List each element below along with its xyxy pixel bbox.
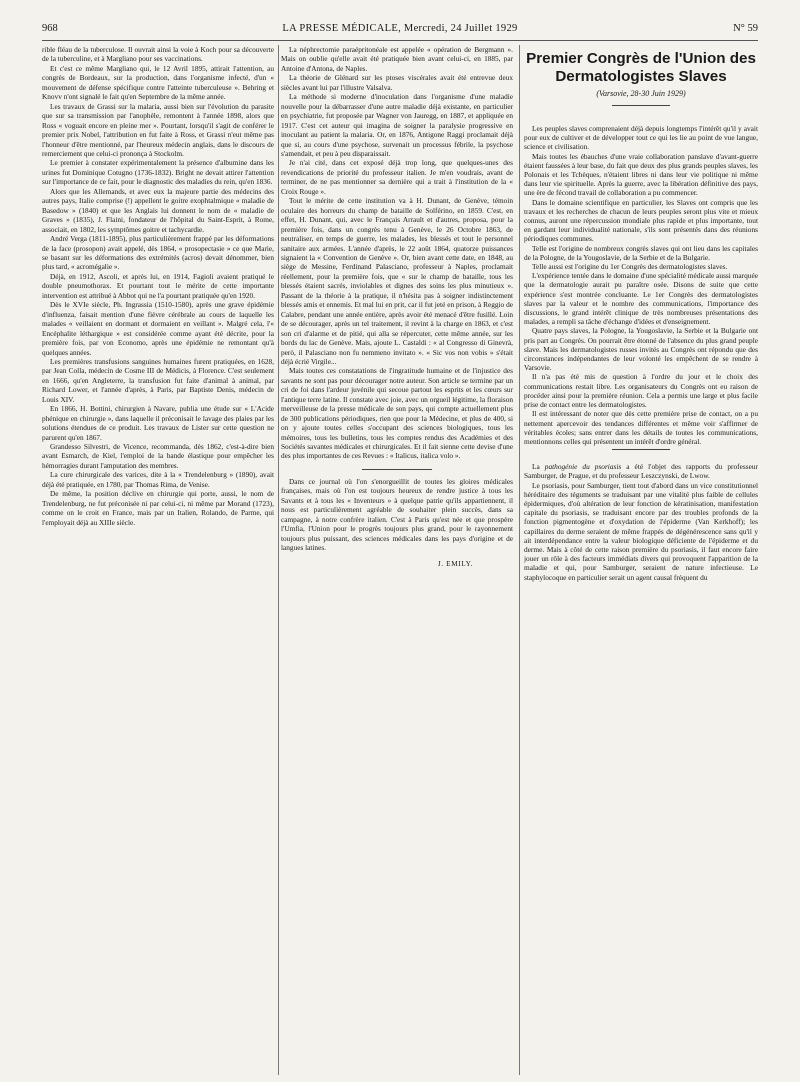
article-signature: J. EMILY. xyxy=(437,558,473,568)
paragraph: De même, la position déclive en chirurgie qui porte, aussi, le nom de Trendelenburg, ne fut préconisée ni par celui-ci, ni même par Morand (1723), comme on le croit en France, mais par un Italien, Rolando, de Parme, qui l'employait déjà au XIIIe siècle. xyxy=(42,489,274,527)
column-left xyxy=(42,45,274,1075)
paragraph: Les travaux de Grassi sur la malaria, aussi bien sur l'évolution du parasite que sur sa transmission par l'anophèle, remontent à l'année 1898, alors que Ross « voguait encore en pleine mer ». Pourtant, lorsqu'il s'agit de conférer le premier prix Nobel, l'attribution en fut faite à Ross, et Grassi n'eut même pas l'honneur d'être mentionné, par l'heureux médecin anglais, dans le discours de remerciement que celui-ci prononça à Stockolm. xyxy=(42,101,274,158)
issue-number: N° 59 xyxy=(733,23,758,34)
paragraph xyxy=(524,462,758,480)
text-run: a été l'objet des rapports du professeur Samburger, de Prague, et du professeur Leszczynski, de Lwow. xyxy=(524,462,758,481)
paragraph: Les premières transfusions sanguines humaines furent pratiquées, en 1628, par Jean Colla, médecin de Cosme III de Médicis, à Florence. C'est seulement en 1666, qu'en Angleterre, la transfusion fut faite d'animal à animal, par Richard Lower, et l'année d'après, à Paris, par Baptiste Denis, médecin de Louis XIV. xyxy=(42,356,274,404)
paragraph: Telle est l'origine de nombreux congrès slaves qui ont lieu dans les capitales de la Pologne, de la Yougoslavie, de la Serbie et de la Bulgarie. xyxy=(524,243,758,262)
paragraph: Dès le XVIe siècle, Ph. Ingrassia (1510-1580), après une grave épidémie d'influenza, faisait mention d'une fièvre cérébrale au cours de laquelle les malades « veillaient en dormant et dormaient en veillant ». Malgré cela, l'« Encéphalite léthargique » est considérée comme ayant été décrite, pour la première fois, par von Economo, après une épidémie ne remontant qu'à quelques années. xyxy=(42,300,274,357)
column-divider-right xyxy=(519,45,520,1075)
paragraph: Telle aussi est l'origine du 1er Congrès des dermatologistes slaves. xyxy=(532,262,728,272)
paragraph: La néphrectomie paraépritonéale est appelée « opération de Bergmann ». Mais on oublie qu'elle avait été pratiquée bien avant celui-ci, en 1885, par Antoine d'Antona, de Naples. xyxy=(281,45,513,73)
italic-term: pathogénie du psoriasis xyxy=(544,462,622,472)
section-separator xyxy=(612,449,670,450)
paragraph: Tout le mérite de cette institution va à H. Dunant, de Genève, témoin oculaire des horreurs du champ de bataille de Solférino, en 1859. C'est, en effet, H. Dunant, qui, avec le Français Arrault et d'autres, proposa, pour la première fois, dans un congrès tenu à Genève, le 26 Octobre 1863, de neutraliser, en temps de guerre, les malades, les blessés et tout le personnel sanitaire aux armées. L'année d'après, le 22 août 1864, quatorze puissances signaient la « Convention de Genève ». Or, bien avant cette date, en 1848, au siège de Messine, Ferdinand Palasciano, professeur à Naples, proclamait réellement, pour la première fois, que « sur le champ de bataille, tous les blessés étaient sacrés, inviolables et dignes des soins les plus minutieux ». Passant de la théorie à la pratique, il n'hésita pas à soigner indistinctement blessés amis et ennemis. Et mal lui en prit, car il fut jeté en prison, à Reggio de Calabre, pendant une année entière, après avoir été menacé d'être fusillé. Loin de se décourager, après un tel traitement, il revint à la charge en 1863, et c'est son cri d'alarme et de pitié, qui alla se répercuter, cette même année, sur les bords du lac de Genève. Mais, ajoute L. Castaldi : « al Congresso di Ginevrà, però, il Palasciano non fu nemmeno invitato ». « Sic vos non vobis » s'était déjà écrié Virgile... xyxy=(281,196,513,366)
paragraph: Il n'a pas été mis de question à l'ordre du jour et le choix des communications restait libre. Les organisateurs du Congrès ont eu raison de procéder ainsi pour la première réunion. Cela a permis une large et plus facile prise de contact entre les dermatologistes. xyxy=(524,372,758,410)
paragraph: Dans ce journal où l'on s'enorgueillit de toutes les gloires médicales françaises, mais où l'on est toujours heureux de rendre justice à tous les Savants et à tous les « Inventeurs » à quelque patrie qu'ils appartiennent, il nous est particulièrement agréable de souhaiter plein succès, dans sa campagne, à notre confrère italien. C'est à Paris qu'est née et que prospère l'Umfia, l'Union pour le progrès toujours plus grand, pour le rayonnement toujours plus puissant, des sciences médicales dans les pays d'origine et de langues latines. xyxy=(281,476,513,553)
paragraph: Déjà, en 1912, Ascoli, et après lui, en 1914, Fagioli avaient pratiqué le double pneumothorax. Et pourtant tout le mérite de cette importante intervention est attribué à Abbot qui ne l'a pourtant pratiquée qu'en 1920. xyxy=(42,271,274,300)
paragraph: André Verga (1811-1895), plus particulièrement frappé par les déformations de la face (prosopon) avait appelé, dès 1864, « prosopectasie » ce que Marie, se basant sur les déformations des extrémités (acros) devait dénommer, bien plus tard, « acromégalie ». xyxy=(42,234,274,272)
title-separator xyxy=(612,105,670,106)
paragraph: Quatre pays slaves, la Pologne, la Yougoslavie, la Serbie et la Bulgarie ont pris part au Congrès. On pourrait être étonné de l'absence du plus grand peuple slave. Mais les dermatologistes russes invités au Congrès ont répondu que des circonstances indépendantes de leur volonté les empêchent de se rendre à Varsovie. xyxy=(524,326,758,373)
paragraph: Le premier à constater expérimentalement la présence d'albumine dans les urines fut Dominique Cotugno (1736-1832). Bright ne devait attirer l'attention sur l'importance de ce fait, pour le diagnostic des maladies du rein, qu'en 1836. xyxy=(42,158,274,187)
paragraph: Dans le domaine scientifique en particulier, les Slaves ont compris que les travaux et les recherches de chacun de leurs peuples seront plus vite et mieux connus, auront une répercussion mondiale plus rapide et plus importante, tout en gardant leur individualité nationale, s'ils sont présentés dans des réunions périodiques communes. xyxy=(524,197,758,244)
paragraph: La théorie de Glénard sur les ptoses viscérales avait été entrevue deux siècles avant lui par l'illustre Valsalva. xyxy=(281,73,513,92)
header-rule xyxy=(42,40,758,41)
paragraph: Grandesso Silvestri, de Vicence, recommanda, dès 1862, c'est-à-dire bien avant Esmarch, de Kiel, l'emploi de la bande élastique pour empêcher les hémorragies durant l'amputation des membres. xyxy=(42,442,274,470)
paragraph: Les peuples slaves comprenaient déjà depuis longtemps l'intérêt qu'il y avait pour eux de cultiver et de développer tout ce qui les lie au point de vue langue, science et civilisation. xyxy=(524,124,758,152)
paragraph: rible fléau de la tuberculose. Il ouvrait ainsi la voie à Koch pour sa découverte de la tuberculine, et à Margliano pour ses vaccinations. xyxy=(42,45,274,64)
article-title: Premier Congrès de l'Union des Dermatologistes Slaves xyxy=(526,50,756,85)
section-separator xyxy=(362,469,432,470)
article-subtitle: (Varsovie, 28-30 Juin 1929) xyxy=(596,89,686,98)
paragraph: La cure chirurgicale des varices, dite à la « Trendelenburg » (1890), avait déjà été pratiquée, en 1780, par Thomas Rima, de Venise. xyxy=(42,470,274,489)
paragraph: Le psoriasis, pour Samburger, tient tout d'abord dans un vice constitutionnel héréditaire des téguments se traduisant par une vitalité plus faible de cellules épidermiques, d'où altération de leur fonction de kératinisation, manifestation capitale du psoriasis, se traduisant encore par des troubles profonds de la fonction pigmentogène et d'oxydation de l'épiderme (Van Kerkhoff); les capillaires du derme seraient de même frappés de dégénérescence sans qu'il y ait interdépendance entre la valeur biologique déficiente de l'épiderme et du derme. Mais à côté de cette raison première du psoriasis, il faut encore faire jouer un rôle à des facteurs immédiats divers qui provoquent l'apparition de la maladie et qui, pour Samburger, seraient de nature infectieuse. Le staphylocoque en particulier serait un agent causal fréquent du xyxy=(524,480,758,582)
text-run: La xyxy=(532,462,545,472)
column-middle xyxy=(281,45,513,1075)
paragraph: La méthode si moderne d'inoculation dans l'organisme d'une maladie nouvelle pour la débarrasser d'une autre maladie déjà existante, en particulier en psychiatrie, fut proposée par Wagner von Jauregg, en 1887, et appliquée en 1917. C'est cet auteur qui imagina de soigner la paralysie progressive en inoculant au patient la malaria. Or, en 1876, Antigone Raggi proclamait déjà que si, au cours d'une psychose, survenait un processus fébrile, la psychose s'amendait, et peu à peu disparaissait. xyxy=(281,92,513,158)
paragraph: Je n'ai cité, dans cet exposé déjà trop long, que quelques-unes des revendications de priorité du professeur italien. Je m'en voudrais, avant de terminer, de ne pas mentionner sa dernière qui a trait à l'institution de la « Croix Rouge ». xyxy=(281,158,513,196)
journal-title: LA PRESSE MÉDICALE, Mercredi, 24 Juillet 1929 xyxy=(282,23,518,34)
running-header xyxy=(42,22,758,36)
paragraph: Et c'est ce même Margliano qui, le 12 Avril 1895, attirait l'attention, au congrès de Bordeaux, sur la production, dans l'organisme infecté, d'un « mouvement de défense spécifique contre l'atteinte tuberculeuse ». Behring et Knovv n'ont signalé le fait qu'en Septembre de la même année. xyxy=(42,63,274,102)
column-divider-left xyxy=(278,45,279,1075)
paragraph: En 1866, H. Bottini, chirurgien à Navare, publia une étude sur « L'Acide phénique en chirurgie », dans laquelle il préconisait le lavage des plaies par les solutions étendues de ce produit. Les travaux de Lister sur cette question ne parurent qu'en 1867. xyxy=(42,404,274,442)
paragraph: Mais toutes les ébauches d'une vraie collaboration panslave d'avant-guerre étaient faussées à leur base, du fait que deux des plus grands peuples slaves, les Polonais et les Tchèques, n'étaient libres ni dans leur vie politique ni même dans leur vie spirituelle. Après la guerre, avec la libération définitive des pays, une ère de fécond travail de collaboration a pu commencer. xyxy=(524,151,758,198)
column-right xyxy=(524,45,758,1075)
paragraph: L'expérience tentée dans le domaine d'une spécialité médicale aussi marquée que la dermatologie aurait pu paraître osée. Disons de suite que cette expérience s'est montrée concluante. Le 1er Congrès des dermatologistes slaves par la valeur et le nombre des communications, l'importance des discussions, le grand intérêt clinique de très nombreuses présentations des malades, a rempli sa tâche d'échange d'idées et d'enseignement. xyxy=(524,271,758,327)
paragraph: Il est intéressant de noter que dès cette première prise de contact, on a pu nettement apercevoir des tendances différentes et même voir s'affirmer de véritables écoles; sans entrer dans les détails de toutes les communications, mentionnons celles qui présentent un intérêt d'ordre général. xyxy=(524,409,758,446)
page-number: 968 xyxy=(42,23,58,34)
paragraph: Alors que les Allemands, et avec eux la majeure partie des médecins des autres pays, Italie comprise (!) appellent le goitre exophtalmique « maladie de Basedow » (1840) et que les Anglais lui donnent le nom de « maladie de Graves » (1835), J. Flaini, fondateur de l'hôpital du Saint-Esprit, à Rome, associait, en 1802, les symptômes goitre et tachycardie. xyxy=(42,186,274,234)
paragraph: Mais toutes ces constatations de l'ingratitude humaine et de l'injustice des savants ne sont pas pour décourager notre auteur. Son article se termine par un cri de foi dans l'ardeur juvénile qui secoue partout les esprits et les cœurs sur l'antique terre latine. Il constate avec joie, avec un orgueil légitime, la floraison merveilleuse de la presse médicale de son pays, qui compte actuellement plus de 300 publications périodiques, rien que pour la Médecine, et plus de 400, si on y ajoute toutes celles s'occupant des sciences biologiques, tous les mémoires, tous les bulletins, tous les comptes rendus des Académies et des Sociétés savantes médicales et chirurgicales. Et il fait sienne cette devise d'une des plus importantes de ces Revues : « Italicus, italica volo ». xyxy=(281,366,513,461)
